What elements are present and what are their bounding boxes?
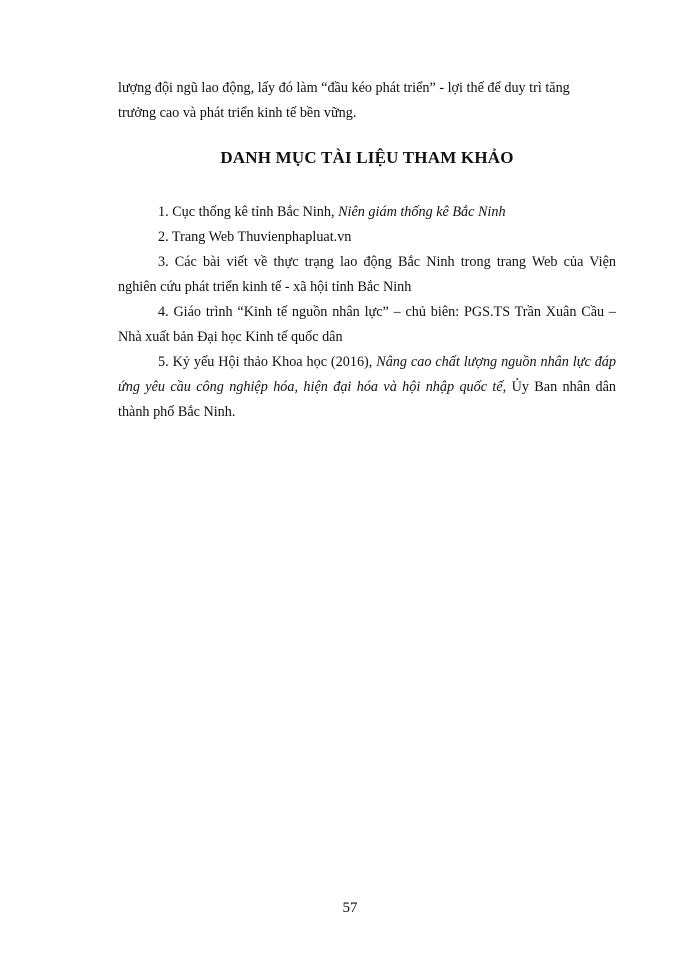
reference-list	[118, 200, 616, 425]
reference-suffix: , Ủy Ban nhân dân thành phố Bắc Ninh.	[118, 379, 616, 420]
reference-text: 4. Giáo trình “Kinh tế nguồn nhân lực” – chủ biên: PGS.TS Trần Xuân Cầu – Nhà xuất bản Đại học Kinh tế quốc dân	[118, 304, 616, 345]
intro-line-2: trưởng cao và phát triển kinh tế bền vững.	[118, 105, 357, 121]
reference-title: Niên giám thống kê Bắc Ninh	[338, 204, 506, 220]
reference-text: 1. Cục thống kê tỉnh Bắc Ninh,	[158, 204, 339, 220]
reference-text: 2. Trang Web Thuvienphapluat.vn	[158, 229, 352, 245]
reference-text: 3. Các bài viết về thực trạng lao động Bắc Ninh trong trang Web của Viện nghiên cứu phát triển kinh tế - xã hội tỉnh Bắc Ninh	[118, 254, 616, 295]
reference-item-5	[118, 350, 616, 425]
reference-text: 5. Kỷ yếu Hội thảo Khoa học (2016),	[158, 354, 377, 370]
page-number: 57	[342, 900, 358, 916]
reference-item-3	[118, 250, 616, 300]
reference-title: Nâng cao chất lượng nguồn nhân lực đáp ứng yêu cầu công nghiệp hóa, hiện đại hóa và hội nhập quốc tế	[118, 354, 616, 395]
reference-item-2	[118, 225, 616, 250]
section-title: DANH MỤC TÀI LIỆU THAM KHẢO	[220, 148, 514, 167]
intro-paragraph	[118, 76, 616, 126]
intro-line-1: lượng đội ngũ lao động, lấy đó làm “đầu kéo phát triển” - lợi thế để duy trì tăng	[118, 80, 570, 96]
reference-item-4	[118, 300, 616, 350]
reference-item-1	[118, 200, 616, 225]
